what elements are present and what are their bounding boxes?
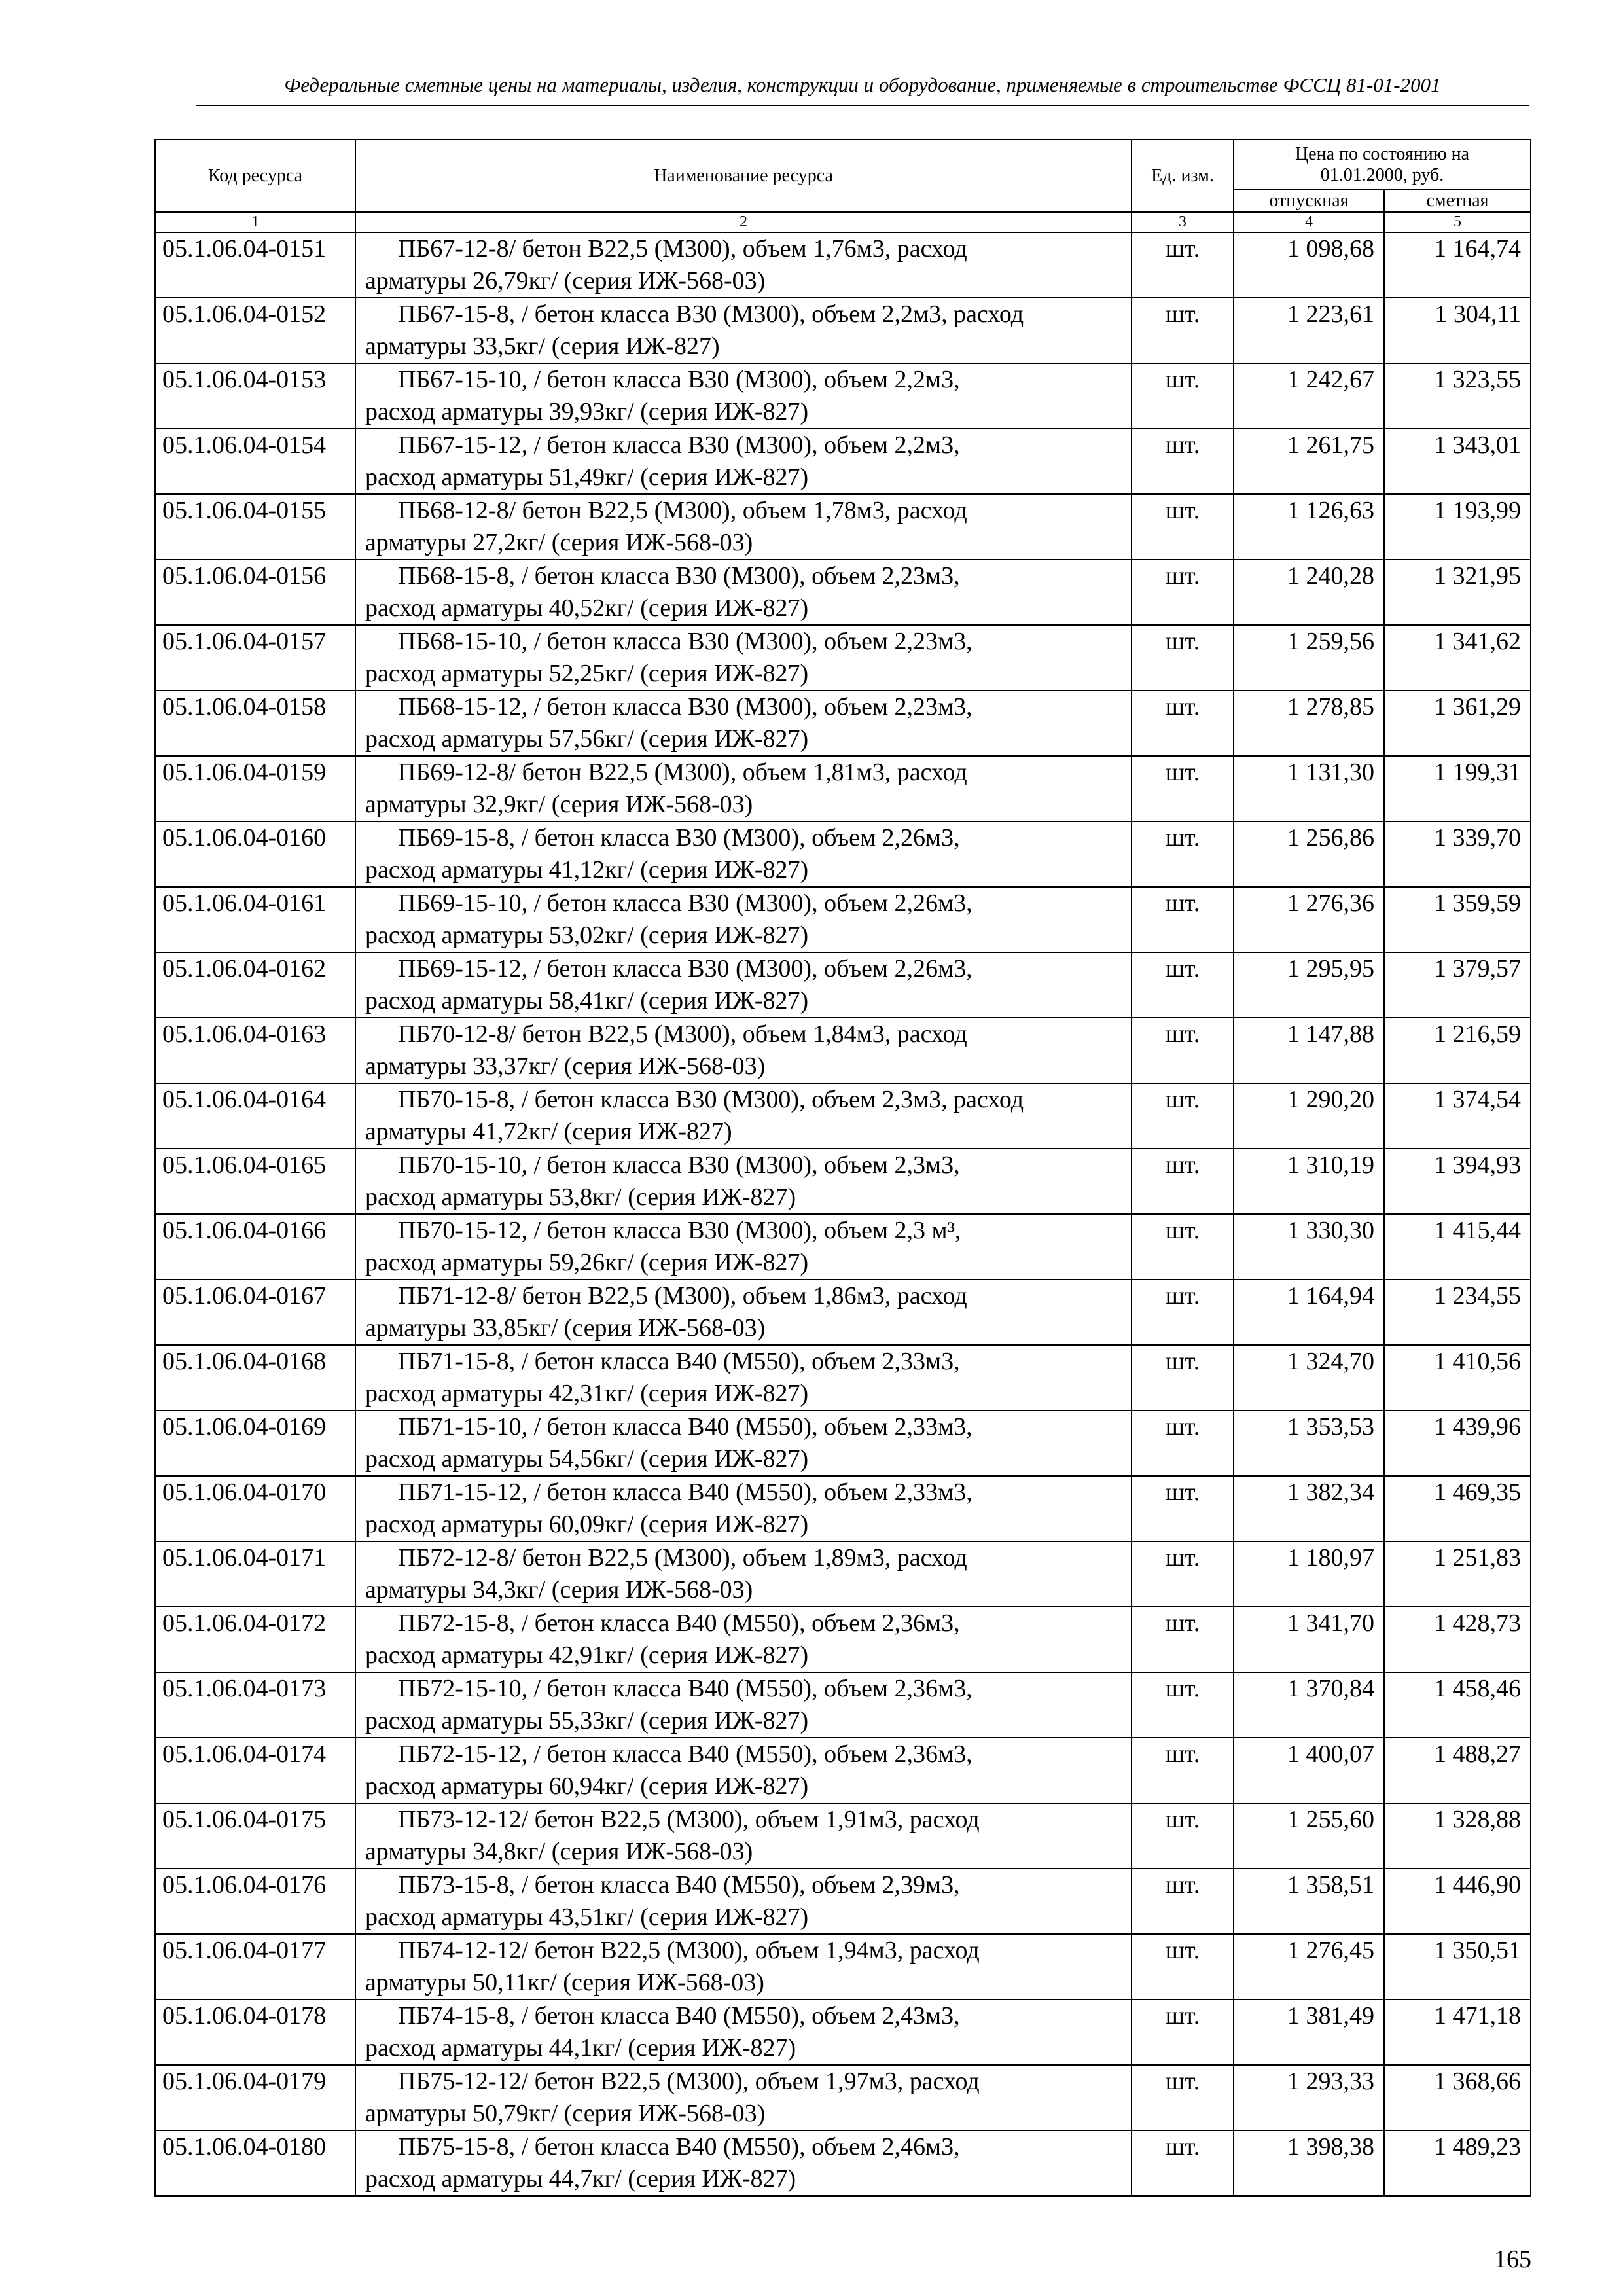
estimate-price: 1 379,57 (1384, 952, 1531, 1018)
table-row (155, 821, 1531, 887)
release-price: 1 276,36 (1234, 887, 1384, 952)
resource-name-line2: арматуры 33,85кг/ (серия ИЖ-568-03) (365, 1314, 766, 1342)
resource-name-line1: ПБ70-15-8, / бетон класса В30 (М300), объем 2,3м3, расход (398, 1086, 1024, 1113)
resource-name (355, 1345, 1132, 1410)
estimate-price: 1 164,74 (1384, 232, 1531, 298)
table-row (155, 887, 1531, 952)
resource-name-line2: расход арматуры 44,1кг/ (серия ИЖ-827) (365, 2034, 796, 2062)
table-row (155, 1672, 1531, 1738)
resource-name-line1: ПБ74-12-12/ бетон В22,5 (М300), объем 1,94м3, расход (398, 1937, 980, 1964)
resource-name (355, 1214, 1132, 1280)
estimate-price: 1 341,62 (1384, 625, 1531, 691)
column-number: 4 (1234, 212, 1384, 232)
estimate-price: 1 199,31 (1384, 756, 1531, 821)
resource-name (355, 363, 1132, 429)
release-price: 1 259,56 (1234, 625, 1384, 691)
estimate-price: 1 234,55 (1384, 1280, 1531, 1345)
resource-code: 05.1.06.04-0172 (155, 1607, 355, 1672)
release-price: 1 293,33 (1234, 2065, 1384, 2130)
estimate-price: 1 428,73 (1384, 1607, 1531, 1672)
resource-code: 05.1.06.04-0161 (155, 887, 355, 952)
header-price-group: Цена по состоянию на 01.01.2000, руб. (1234, 139, 1531, 190)
resource-name-line2: расход арматуры 54,56кг/ (серия ИЖ-827) (365, 1445, 809, 1473)
resource-name-line2: расход арматуры 52,25кг/ (серия ИЖ-827) (365, 660, 809, 687)
resource-name (355, 2065, 1132, 2130)
unit-of-measure: шт. (1132, 1869, 1234, 1934)
resource-name-line1: ПБ72-15-8, / бетон класса В40 (М550), объем 2,36м3, (398, 1609, 960, 1637)
resource-code: 05.1.06.04-0166 (155, 1214, 355, 1280)
unit-of-measure: шт. (1132, 298, 1234, 363)
unit-of-measure: шт. (1132, 1738, 1234, 1803)
resource-name-line2: арматуры 33,37кг/ (серия ИЖ-568-03) (365, 1052, 766, 1080)
table-row (155, 1541, 1531, 1607)
resource-name-line2: расход арматуры 53,8кг/ (серия ИЖ-827) (365, 1183, 796, 1211)
resource-code: 05.1.06.04-0167 (155, 1280, 355, 1345)
resource-code: 05.1.06.04-0162 (155, 952, 355, 1018)
unit-of-measure: шт. (1132, 2000, 1234, 2065)
estimate-price: 1 394,93 (1384, 1149, 1531, 1214)
table-row (155, 1738, 1531, 1803)
resource-name-line2: арматуры 26,79кг/ (серия ИЖ-568-03) (365, 267, 766, 295)
resource-code: 05.1.06.04-0171 (155, 1541, 355, 1607)
resource-name-line2: расход арматуры 42,91кг/ (серия ИЖ-827) (365, 1641, 809, 1669)
resource-code: 05.1.06.04-0169 (155, 1410, 355, 1476)
release-price: 1 147,88 (1234, 1018, 1384, 1083)
table-row (155, 1018, 1531, 1083)
resource-code: 05.1.06.04-0158 (155, 691, 355, 756)
unit-of-measure: шт. (1132, 1607, 1234, 1672)
release-price: 1 358,51 (1234, 1869, 1384, 1934)
unit-of-measure: шт. (1132, 887, 1234, 952)
estimate-price: 1 343,01 (1384, 429, 1531, 494)
resource-code: 05.1.06.04-0175 (155, 1803, 355, 1869)
resource-name (355, 2130, 1132, 2196)
table-row (155, 232, 1531, 298)
resource-name-line1: ПБ74-15-8, / бетон класса В40 (М550), объем 2,43м3, (398, 2002, 960, 2030)
release-price: 1 381,49 (1234, 2000, 1384, 2065)
release-price: 1 290,20 (1234, 1083, 1384, 1149)
release-price: 1 240,28 (1234, 560, 1384, 625)
unit-of-measure: шт. (1132, 363, 1234, 429)
resource-name (355, 1934, 1132, 2000)
resource-name (355, 1410, 1132, 1476)
estimate-price: 1 323,55 (1384, 363, 1531, 429)
unit-of-measure: шт. (1132, 952, 1234, 1018)
unit-of-measure: шт. (1132, 1149, 1234, 1214)
column-number: 3 (1132, 212, 1234, 232)
release-price: 1 164,94 (1234, 1280, 1384, 1345)
estimate-price: 1 193,99 (1384, 494, 1531, 560)
price-table-body (155, 139, 1531, 2196)
resource-code: 05.1.06.04-0178 (155, 2000, 355, 2065)
estimate-price: 1 368,66 (1384, 2065, 1531, 2130)
release-price: 1 370,84 (1234, 1672, 1384, 1738)
header-estimate-price: сметная (1384, 190, 1531, 212)
unit-of-measure: шт. (1132, 494, 1234, 560)
resource-code: 05.1.06.04-0170 (155, 1476, 355, 1541)
table-row (155, 2065, 1531, 2130)
resource-name (355, 232, 1132, 298)
resource-name-line2: расход арматуры 41,12кг/ (серия ИЖ-827) (365, 856, 809, 884)
release-price: 1 223,61 (1234, 298, 1384, 363)
column-number: 1 (155, 212, 355, 232)
resource-name-line2: расход арматуры 51,49кг/ (серия ИЖ-827) (365, 463, 809, 491)
resource-name (355, 887, 1132, 952)
resource-code: 05.1.06.04-0163 (155, 1018, 355, 1083)
resource-name (355, 1541, 1132, 1607)
unit-of-measure: шт. (1132, 821, 1234, 887)
unit-of-measure: шт. (1132, 1476, 1234, 1541)
table-row (155, 1934, 1531, 2000)
table-row (155, 2130, 1531, 2196)
resource-code: 05.1.06.04-0160 (155, 821, 355, 887)
estimate-price: 1 489,23 (1384, 2130, 1531, 2196)
resource-code: 05.1.06.04-0165 (155, 1149, 355, 1214)
resource-code: 05.1.06.04-0156 (155, 560, 355, 625)
resource-code: 05.1.06.04-0168 (155, 1345, 355, 1410)
resource-name-line2: арматуры 50,79кг/ (серия ИЖ-568-03) (365, 2100, 766, 2127)
resource-code: 05.1.06.04-0157 (155, 625, 355, 691)
estimate-price: 1 350,51 (1384, 1934, 1531, 2000)
resource-name-line2: арматуры 34,3кг/ (серия ИЖ-568-03) (365, 1576, 753, 1604)
resource-name (355, 1869, 1132, 1934)
release-price: 1 261,75 (1234, 429, 1384, 494)
resource-code: 05.1.06.04-0176 (155, 1869, 355, 1934)
resource-code: 05.1.06.04-0174 (155, 1738, 355, 1803)
resource-name (355, 494, 1132, 560)
resource-name (355, 2000, 1132, 2065)
unit-of-measure: шт. (1132, 1410, 1234, 1476)
estimate-price: 1 471,18 (1384, 2000, 1531, 2065)
resource-name-line2: расход арматуры 55,33кг/ (серия ИЖ-827) (365, 1707, 809, 1734)
resource-name-line2: арматуры 50,11кг/ (серия ИЖ-568-03) (365, 1969, 764, 1996)
resource-name-line1: ПБ71-15-12, / бетон класса В40 (М550), объем 2,33м3, (398, 1479, 972, 1506)
table-row (155, 298, 1531, 363)
header-rule (196, 105, 1529, 106)
unit-of-measure: шт. (1132, 2065, 1234, 2130)
unit-of-measure: шт. (1132, 1018, 1234, 1083)
table-row (155, 363, 1531, 429)
resource-name-line1: ПБ68-15-8, / бетон класса В30 (М300), объем 2,23м3, (398, 562, 960, 590)
unit-of-measure: шт. (1132, 1280, 1234, 1345)
release-price: 1 131,30 (1234, 756, 1384, 821)
resource-code: 05.1.06.04-0173 (155, 1672, 355, 1738)
resource-name (355, 1738, 1132, 1803)
resource-code: 05.1.06.04-0151 (155, 232, 355, 298)
release-price: 1 353,53 (1234, 1410, 1384, 1476)
table-row (155, 1345, 1531, 1410)
resource-name-line2: арматуры 32,9кг/ (серия ИЖ-568-03) (365, 791, 753, 818)
estimate-price: 1 304,11 (1384, 298, 1531, 363)
estimate-price: 1 458,46 (1384, 1672, 1531, 1738)
release-price: 1 278,85 (1234, 691, 1384, 756)
price-table (154, 139, 1531, 2197)
estimate-price: 1 439,96 (1384, 1410, 1531, 1476)
resource-name-line1: ПБ68-15-10, / бетон класса В30 (М300), объем 2,23м3, (398, 628, 972, 655)
estimate-price: 1 339,70 (1384, 821, 1531, 887)
resource-name (355, 1607, 1132, 1672)
release-price: 1 382,34 (1234, 1476, 1384, 1541)
resource-name-line1: ПБ69-15-10, / бетон класса В30 (М300), объем 2,26м3, (398, 889, 972, 917)
release-price: 1 242,67 (1234, 363, 1384, 429)
table-row (155, 691, 1531, 756)
resource-name-line2: арматуры 27,2кг/ (серия ИЖ-568-03) (365, 529, 753, 556)
unit-of-measure: шт. (1132, 625, 1234, 691)
resource-code: 05.1.06.04-0152 (155, 298, 355, 363)
release-price: 1 324,70 (1234, 1345, 1384, 1410)
table-row (155, 625, 1531, 691)
release-price: 1 256,86 (1234, 821, 1384, 887)
resource-code: 05.1.06.04-0153 (155, 363, 355, 429)
running-header: Федеральные сметные цены на материалы, изделия, конструкции и оборудование, применяемые в строительстве ФССЦ 81-01-2001 (284, 73, 1441, 96)
table-row (155, 1607, 1531, 1672)
resource-name-line1: ПБ73-12-12/ бетон В22,5 (М300), объем 1,91м3, расход (398, 1806, 980, 1833)
resource-name (355, 1803, 1132, 1869)
resource-name (355, 691, 1132, 756)
unit-of-measure: шт. (1132, 1541, 1234, 1607)
resource-name-line2: расход арматуры 44,7кг/ (серия ИЖ-827) (365, 2165, 796, 2193)
page-number: 165 (1494, 2246, 1531, 2273)
resource-name-line2: расход арматуры 58,41кг/ (серия ИЖ-827) (365, 987, 809, 1014)
estimate-price: 1 415,44 (1384, 1214, 1531, 1280)
table-row (155, 756, 1531, 821)
table-row (155, 1149, 1531, 1214)
resource-name-line1: ПБ67-12-8/ бетон В22,5 (М300), объем 1,76м3, расход (398, 235, 967, 262)
table-row (155, 1280, 1531, 1345)
release-price: 1 255,60 (1234, 1803, 1384, 1869)
resource-name-line2: арматуры 41,72кг/ (серия ИЖ-827) (365, 1118, 732, 1145)
column-number: 5 (1384, 212, 1531, 232)
resource-name-line1: ПБ75-15-8, / бетон класса В40 (М550), объем 2,46м3, (398, 2133, 960, 2161)
release-price: 1 276,45 (1234, 1934, 1384, 2000)
resource-name-line1: ПБ67-15-12, / бетон класса В30 (М300), объем 2,2м3, (398, 431, 960, 459)
resource-name-line2: расход арматуры 60,94кг/ (серия ИЖ-827) (365, 1772, 809, 1800)
release-price: 1 400,07 (1234, 1738, 1384, 1803)
resource-code: 05.1.06.04-0154 (155, 429, 355, 494)
resource-name-line2: расход арматуры 59,26кг/ (серия ИЖ-827) (365, 1249, 809, 1276)
release-price: 1 398,38 (1234, 2130, 1384, 2196)
release-price: 1 341,70 (1234, 1607, 1384, 1672)
resource-name-line2: расход арматуры 60,09кг/ (серия ИЖ-827) (365, 1511, 809, 1538)
resource-name-line2: расход арматуры 39,93кг/ (серия ИЖ-827) (365, 398, 809, 425)
table-row (155, 1410, 1531, 1476)
estimate-price: 1 321,95 (1384, 560, 1531, 625)
estimate-price: 1 359,59 (1384, 887, 1531, 952)
release-price: 1 098,68 (1234, 232, 1384, 298)
header-release-price: отпускная (1234, 190, 1384, 212)
resource-name-line2: арматуры 33,5кг/ (серия ИЖ-827) (365, 332, 720, 360)
unit-of-measure: шт. (1132, 560, 1234, 625)
estimate-price: 1 446,90 (1384, 1869, 1531, 1934)
resource-name (355, 1280, 1132, 1345)
release-price: 1 295,95 (1234, 952, 1384, 1018)
resource-name (355, 756, 1132, 821)
resource-code: 05.1.06.04-0177 (155, 1934, 355, 2000)
resource-name-line1: ПБ70-15-10, / бетон класса В30 (М300), объем 2,3м3, (398, 1151, 960, 1179)
table-row (155, 1476, 1531, 1541)
resource-name-line1: ПБ71-12-8/ бетон В22,5 (М300), объем 1,86м3, расход (398, 1282, 967, 1310)
release-price: 1 310,19 (1234, 1149, 1384, 1214)
estimate-price: 1 361,29 (1384, 691, 1531, 756)
resource-name-line1: ПБ67-15-10, / бетон класса В30 (М300), объем 2,2м3, (398, 366, 960, 393)
resource-name (355, 821, 1132, 887)
resource-name (355, 625, 1132, 691)
resource-name (355, 952, 1132, 1018)
resource-code: 05.1.06.04-0159 (155, 756, 355, 821)
resource-name-line1: ПБ69-12-8/ бетон В22,5 (М300), объем 1,81м3, расход (398, 759, 967, 786)
table-row (155, 2000, 1531, 2065)
release-price: 1 330,30 (1234, 1214, 1384, 1280)
resource-name (355, 1476, 1132, 1541)
unit-of-measure: шт. (1132, 1934, 1234, 2000)
unit-of-measure: шт. (1132, 1803, 1234, 1869)
unit-of-measure: шт. (1132, 2130, 1234, 2196)
resource-name-line2: арматуры 34,8кг/ (серия ИЖ-568-03) (365, 1838, 753, 1865)
resource-name-line1: ПБ71-15-10, / бетон класса В40 (М550), объем 2,33м3, (398, 1413, 972, 1441)
table-row (155, 494, 1531, 560)
resource-name-line1: ПБ71-15-8, / бетон класса В40 (М550), объем 2,33м3, (398, 1348, 960, 1375)
resource-name-line1: ПБ73-15-8, / бетон класса В40 (М550), объем 2,39м3, (398, 1871, 960, 1899)
resource-code: 05.1.06.04-0180 (155, 2130, 355, 2196)
resource-name-line2: расход арматуры 53,02кг/ (серия ИЖ-827) (365, 922, 809, 949)
estimate-price: 1 469,35 (1384, 1476, 1531, 1541)
table-row (155, 1083, 1531, 1149)
table-row (155, 429, 1531, 494)
resource-name (355, 298, 1132, 363)
resource-name (355, 1149, 1132, 1214)
resource-name (355, 1083, 1132, 1149)
table-row (155, 1214, 1531, 1280)
resource-name-line1: ПБ68-15-12, / бетон класса В30 (М300), объем 2,23м3, (398, 693, 972, 721)
table-header-row (155, 139, 1531, 190)
table-row (155, 560, 1531, 625)
resource-name-line1: ПБ70-12-8/ бетон В22,5 (М300), объем 1,84м3, расход (398, 1020, 967, 1048)
unit-of-measure: шт. (1132, 691, 1234, 756)
resource-name (355, 1672, 1132, 1738)
resource-name (355, 429, 1132, 494)
unit-of-measure: шт. (1132, 756, 1234, 821)
estimate-price: 1 328,88 (1384, 1803, 1531, 1869)
resource-name-line1: ПБ68-12-8/ бетон В22,5 (М300), объем 1,78м3, расход (398, 497, 967, 524)
unit-of-measure: шт. (1132, 429, 1234, 494)
release-price: 1 180,97 (1234, 1541, 1384, 1607)
table-row (155, 1869, 1531, 1934)
resource-name-line1: ПБ72-12-8/ бетон В22,5 (М300), объем 1,89м3, расход (398, 1544, 967, 1571)
resource-name (355, 1018, 1132, 1083)
resource-name-line1: ПБ70-15-12, / бетон класса В30 (М300), объем 2,3 м³, (398, 1217, 961, 1244)
estimate-price: 1 410,56 (1384, 1345, 1531, 1410)
resource-name-line1: ПБ72-15-10, / бетон класса В40 (М550), объем 2,36м3, (398, 1675, 972, 1702)
unit-of-measure: шт. (1132, 232, 1234, 298)
header-name: Наименование ресурса (355, 139, 1132, 212)
header-code: Код ресурса (155, 139, 355, 212)
resource-name-line1: ПБ69-15-8, / бетон класса В30 (М300), объем 2,26м3, (398, 824, 960, 852)
table-row (155, 1803, 1531, 1869)
unit-of-measure: шт. (1132, 1214, 1234, 1280)
resource-name-line1: ПБ72-15-12, / бетон класса В40 (М550), объем 2,36м3, (398, 1740, 972, 1768)
resource-name-line2: расход арматуры 43,51кг/ (серия ИЖ-827) (365, 1903, 809, 1931)
estimate-price: 1 374,54 (1384, 1083, 1531, 1149)
unit-of-measure: шт. (1132, 1672, 1234, 1738)
estimate-price: 1 216,59 (1384, 1018, 1531, 1083)
resource-name-line1: ПБ67-15-8, / бетон класса В30 (М300), объем 2,2м3, расход (398, 300, 1024, 328)
unit-of-measure: шт. (1132, 1345, 1234, 1410)
column-number-row (155, 212, 1531, 232)
resource-name-line1: ПБ75-12-12/ бетон В22,5 (М300), объем 1,97м3, расход (398, 2068, 980, 2095)
resource-name-line2: расход арматуры 42,31кг/ (серия ИЖ-827) (365, 1380, 809, 1407)
table-row (155, 952, 1531, 1018)
resource-code: 05.1.06.04-0155 (155, 494, 355, 560)
resource-name-line2: расход арматуры 57,56кг/ (серия ИЖ-827) (365, 725, 809, 753)
resource-name (355, 560, 1132, 625)
header-unit: Ед. изм. (1132, 139, 1234, 212)
estimate-price: 1 251,83 (1384, 1541, 1531, 1607)
resource-name-line2: расход арматуры 40,52кг/ (серия ИЖ-827) (365, 594, 809, 622)
unit-of-measure: шт. (1132, 1083, 1234, 1149)
release-price: 1 126,63 (1234, 494, 1384, 560)
resource-code: 05.1.06.04-0179 (155, 2065, 355, 2130)
column-number: 2 (355, 212, 1132, 232)
resource-code: 05.1.06.04-0164 (155, 1083, 355, 1149)
estimate-price: 1 488,27 (1384, 1738, 1531, 1803)
resource-name-line1: ПБ69-15-12, / бетон класса В30 (М300), объем 2,26м3, (398, 955, 972, 982)
